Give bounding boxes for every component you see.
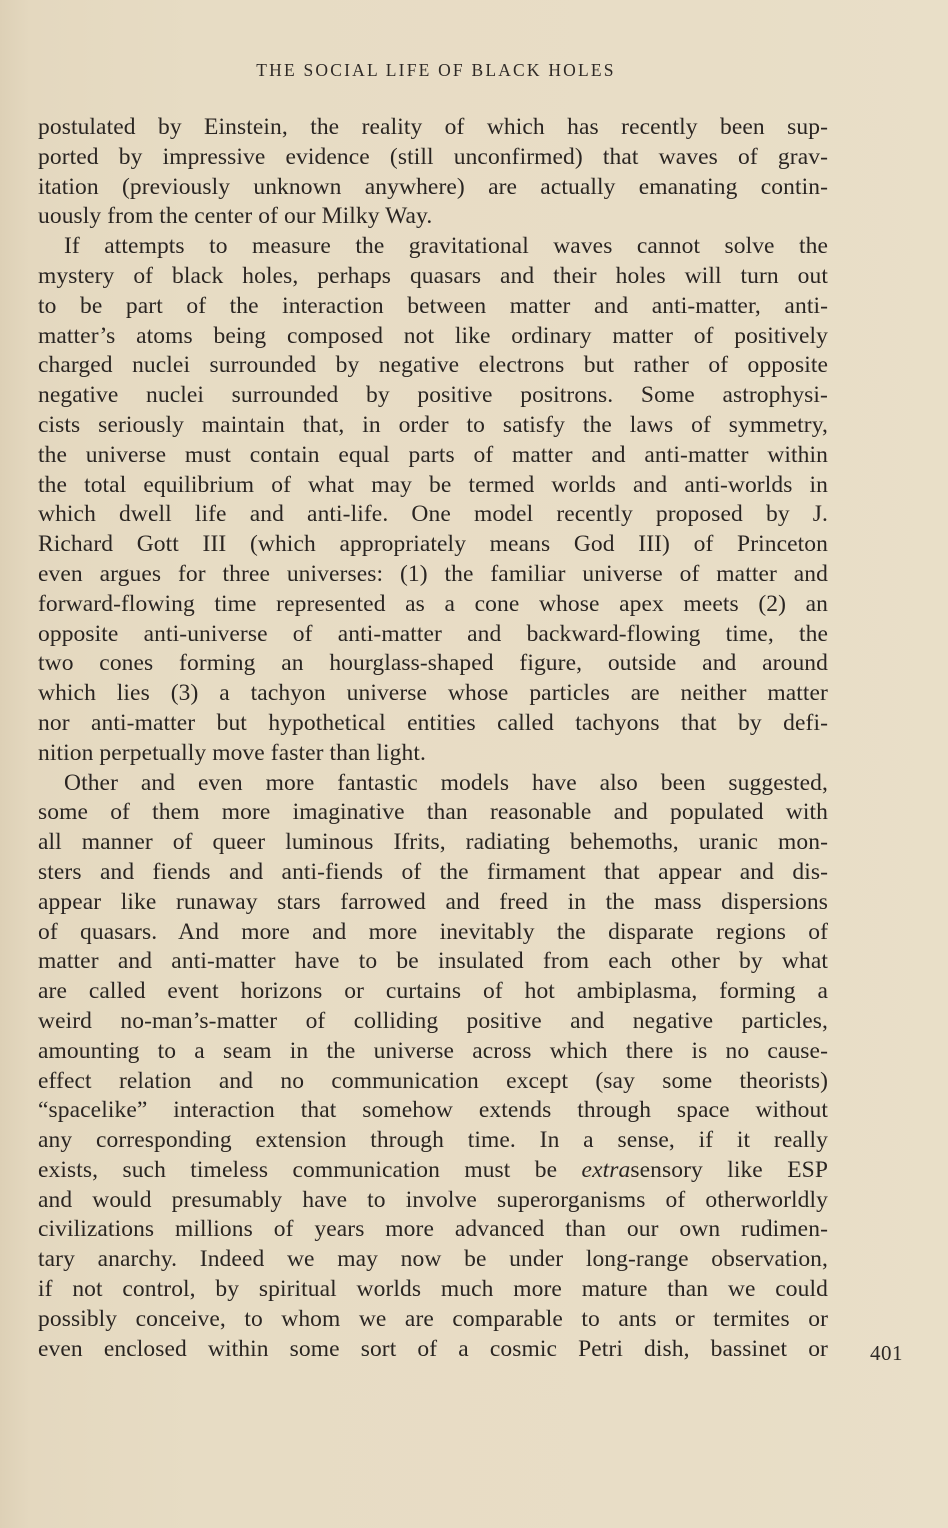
italic-emphasis: extra: [581, 1156, 631, 1183]
text-line: the universe must contain equal parts of matter and anti-matter within: [38, 441, 828, 468]
text-line: [38, 1156, 828, 1186]
text-line: nor anti-matter but hypothetical entities called tachyons that by defi-: [38, 709, 828, 736]
text-line: “spacelike” interaction that somehow extends through space without: [38, 1097, 828, 1124]
text-line: if not control, by spiritual worlds much more mature than we could: [38, 1276, 828, 1303]
text-line: negative nuclei surrounded by positive positrons. Some astrophysi-: [38, 382, 828, 409]
text-line: nition perpetually move faster than light.: [38, 739, 426, 766]
paragraph-1: [38, 113, 828, 232]
text-line: If attempts to measure the gravitational waves cannot solve the: [64, 233, 828, 260]
paragraph-2: [38, 232, 828, 768]
text-line: some of them more imaginative than reasonable and populated with: [38, 799, 828, 826]
text-line: cists seriously maintain that, in order to satisfy the laws of symmetry,: [38, 411, 828, 438]
text-line: civilizations millions of years more advanced than our own rudimen-: [38, 1216, 828, 1243]
text-line: all manner of queer luminous Ifrits, radiating behemoths, uranic mon-: [38, 829, 828, 856]
text-line: which dwell life and anti-life. One model recently proposed by J.: [38, 501, 828, 528]
text-line: forward-flowing time represented as a cone whose apex meets (2) an: [38, 590, 828, 617]
text-line: Other and even more fantastic models have also been suggested,: [64, 769, 828, 796]
text-line: amounting to a seam in the universe across which there is no cause-: [38, 1037, 828, 1064]
body-text: [38, 113, 828, 1364]
text-line: two cones forming an hourglass-shaped figure, outside and around: [38, 650, 828, 677]
text-line: to be part of the interaction between matter and anti-matter, anti-: [38, 292, 828, 319]
running-head: THE SOCIAL LIFE OF BLACK HOLES: [256, 60, 616, 80]
text-line: charged nuclei surrounded by negative electrons but rather of opposite: [38, 352, 828, 379]
text-line: of quasars. And more and more inevitably the disparate regions of: [38, 918, 828, 945]
text-line: matter’s atoms being composed not like ordinary matter of positively: [38, 322, 828, 349]
text-line: postulated by Einstein, the reality of which has recently been sup-: [38, 114, 828, 140]
text-line: even argues for three universes: (1) the familiar universe of matter and: [38, 560, 828, 587]
page-number: 401: [870, 1341, 903, 1365]
text-fragment: exists, such timeless communication must be: [38, 1156, 582, 1183]
text-line: sters and fiends and anti-fiends of the firmament that appear and dis-: [38, 858, 828, 885]
text-line: are called event horizons or curtains of hot ambiplasma, forming a: [38, 978, 828, 1005]
text-line: Richard Gott III (which appropriately means God III) of Princeton: [38, 531, 828, 558]
text-line: and would presumably have to involve superorganisms of otherworldly: [38, 1186, 828, 1213]
text-line: effect relation and no communication except (say some theorists): [38, 1067, 828, 1094]
text-line: even enclosed within some sort of a cosmic Petri dish, bassinet or: [38, 1335, 828, 1362]
text-line: matter and anti-matter have to be insulated from each other by what: [38, 948, 828, 975]
text-line: which lies (3) a tachyon universe whose particles are neither matter: [38, 680, 828, 707]
text-line: mystery of black holes, perhaps quasars and their holes will turn out: [38, 262, 828, 289]
text-line: possibly conceive, to whom we are comparable to ants or termites or: [38, 1305, 828, 1332]
text-line: opposite anti-universe of anti-matter and backward-flowing time, the: [38, 620, 828, 647]
text-line: uously from the center of our Milky Way.: [38, 203, 433, 230]
text-line: the total equilibrium of what may be termed worlds and anti-worlds in: [38, 471, 828, 498]
text-line: ported by impressive evidence (still unconfirmed) that waves of grav-: [38, 143, 828, 170]
text-line: weird no-man’s-matter of colliding positive and negative particles,: [38, 1007, 828, 1034]
text-line: itation (previously unknown anywhere) are actually emanating contin-: [38, 173, 828, 200]
paragraph-3: [38, 769, 828, 1365]
text-line: appear like runaway stars farrowed and freed in the mass dispersions: [38, 888, 828, 915]
text-fragment: sensory like ESP: [630, 1156, 828, 1183]
text-line: tary anarchy. Indeed we may now be under long-range observation,: [38, 1246, 828, 1273]
text-line: any corresponding extension through time. In a sense, if it really: [38, 1127, 828, 1154]
